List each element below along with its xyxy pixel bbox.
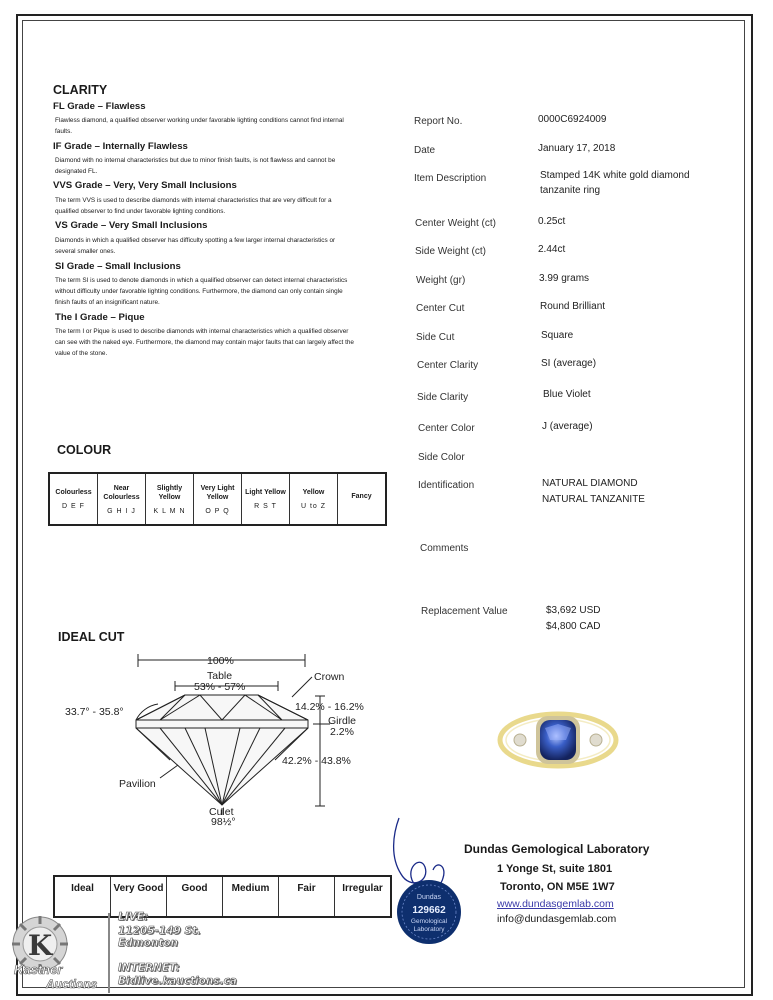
grade-fl-text: Flawless diamond, a qualified observer working under favorable lighting conditions cannot find internal faults. bbox=[55, 117, 344, 135]
watermark-internet-url[interactable]: Bidlive.kauctions.ca bbox=[118, 975, 237, 987]
grade-vvs-heading: VVS Grade – Very, Very Small Inclusions bbox=[53, 180, 237, 191]
seal-laboratory: Laboratory bbox=[413, 926, 445, 933]
colour-grades: G H I J bbox=[107, 507, 136, 515]
label-crown-height: 14.2% - 16.2% bbox=[295, 701, 364, 713]
label-side-weight: Side Weight (ct) bbox=[415, 246, 486, 257]
colour-grades: D E F bbox=[62, 503, 85, 510]
watermark-live-address: 11205-149 St. bbox=[118, 925, 202, 937]
value-center-weight: 0.25ct bbox=[538, 216, 566, 227]
label-crown: Crown bbox=[314, 671, 345, 683]
logo-kastner: Kastner bbox=[14, 962, 63, 977]
ring-photo bbox=[490, 700, 620, 780]
label-replacement-value: Replacement Value bbox=[421, 606, 508, 617]
watermark-internet-label: INTERNET: bbox=[118, 962, 180, 974]
colour-name: Yellow bbox=[302, 489, 325, 496]
colour-cell bbox=[146, 473, 194, 525]
value-center-color: J (average) bbox=[542, 421, 593, 432]
label-crown-angle: 33.7° - 35.8° bbox=[65, 706, 124, 718]
grade-if-heading: IF Grade – Internally Flawless bbox=[53, 141, 188, 152]
value-center-cut: Round Brilliant bbox=[540, 301, 606, 312]
lab-website-link[interactable]: www.dundasgemlab.com bbox=[497, 898, 614, 910]
colour-scale-table bbox=[48, 472, 387, 526]
colour-grades: U to Z bbox=[300, 503, 327, 510]
colour-name: Near Colourless bbox=[103, 484, 140, 501]
colour-cell bbox=[242, 473, 290, 525]
label-center-color: Center Color bbox=[418, 423, 475, 434]
colour-grades: K L M N bbox=[153, 507, 186, 515]
cut-grade-cell: Medium bbox=[223, 876, 279, 917]
value-center-clarity: SI (average) bbox=[541, 358, 597, 369]
value-replacement-usd: $3,692 USD bbox=[546, 605, 601, 616]
colour-cell bbox=[49, 473, 98, 525]
value-report-no: 0000C6924009 bbox=[538, 114, 607, 125]
colour-name: Colourless bbox=[55, 489, 92, 496]
label-center-weight: Center Weight (ct) bbox=[415, 218, 496, 229]
cut-grade-cell: Good bbox=[167, 876, 223, 917]
colour-name: Slightly Yellow bbox=[156, 484, 183, 501]
diamond-diagram bbox=[40, 648, 380, 833]
watermark-live-label: LIVE: bbox=[118, 911, 149, 923]
grade-vvs-text: The term VVS is used to describe diamonds with internal characteristics that are very difficult for a qualified observer to find under favorable lighting conditions. bbox=[55, 197, 332, 215]
value-weight: 3.99 grams bbox=[539, 273, 590, 284]
seal-name: Dundas bbox=[416, 894, 442, 901]
value-replacement-cad: $4,800 CAD bbox=[546, 621, 601, 632]
lab-name: Dundas Gemological Laboratory bbox=[464, 842, 650, 856]
grade-fl-heading: FL Grade – Flawless bbox=[53, 101, 146, 112]
lab-email: info@dundasgemlab.com bbox=[497, 913, 617, 925]
value-date: January 17, 2018 bbox=[538, 143, 616, 154]
label-total: 100% bbox=[207, 655, 234, 667]
ideal-cut-title: IDEAL CUT bbox=[58, 630, 125, 644]
lab-address-2: Toronto, ON M5E 1W7 bbox=[500, 881, 615, 893]
logo-letter-k: K bbox=[27, 929, 53, 962]
label-center-clarity: Center Clarity bbox=[417, 360, 479, 371]
watermark-divider bbox=[108, 913, 110, 993]
label-table-range: 53% - 57% bbox=[194, 681, 246, 693]
colour-name: Fancy bbox=[351, 492, 372, 500]
cut-grade-cell: Ideal bbox=[54, 876, 111, 917]
grade-vs-heading: VS Grade – Very Small Inclusions bbox=[55, 220, 208, 231]
value-identification: NATURAL DIAMOND bbox=[542, 478, 638, 489]
seal-number: 129662 bbox=[412, 905, 446, 916]
lab-seal bbox=[385, 812, 475, 947]
colour-cell bbox=[338, 473, 387, 525]
grade-si-heading: SI Grade – Small Inclusions bbox=[55, 261, 181, 272]
clarity-title: CLARITY bbox=[53, 83, 108, 97]
label-girdle-value: 2.2% bbox=[330, 726, 354, 738]
colour-name: Very Light Yellow bbox=[200, 484, 235, 501]
value-side-clarity: Blue Violet bbox=[543, 389, 591, 400]
colour-grades: R S T bbox=[254, 503, 277, 510]
value-side-weight: 2.44ct bbox=[538, 244, 566, 255]
label-weight: Weight (gr) bbox=[416, 275, 466, 286]
label-date: Date bbox=[414, 145, 436, 156]
cut-grade-cell: Very Good bbox=[111, 876, 167, 917]
grade-i-text: The term I or Pique is used to describe diamonds with internal characteristics which a qualified observer can see with the naked eye. Furthermore, the diamond may contain major faults that can largely affect the value of the stone. bbox=[55, 328, 354, 357]
label-side-cut: Side Cut bbox=[416, 332, 455, 343]
colour-grades: O P Q bbox=[205, 507, 230, 515]
lab-address-1: 1 Yonge St, suite 1801 bbox=[497, 863, 613, 875]
colour-name: Light Yellow bbox=[245, 489, 286, 496]
value-identification-2: NATURAL TANZANITE bbox=[542, 494, 645, 505]
label-side-clarity: Side Clarity bbox=[417, 392, 469, 403]
label-girdle: Girdle bbox=[328, 715, 357, 727]
value-side-cut: Square bbox=[541, 330, 574, 341]
label-pavilion: Pavilion bbox=[119, 778, 156, 790]
label-comments: Comments bbox=[420, 543, 469, 554]
label-side-color: Side Color bbox=[418, 452, 465, 463]
label-report-no: Report No. bbox=[414, 116, 463, 127]
label-pavilion-depth: 42.2% - 43.8% bbox=[282, 755, 351, 767]
grade-si-text: The term SI is used to denote diamonds in which a qualified observer can detect internal characteristics without difficulty under favorable lighting conditions. Furthermore, the diamond can only contain single finish faults of an insignificant nature. bbox=[55, 277, 348, 306]
logo-auctions: Auctions bbox=[46, 977, 98, 991]
watermark-live-city: Edmonton bbox=[118, 937, 179, 949]
label-culet-value: 98½° bbox=[211, 816, 236, 828]
label-identification: Identification bbox=[418, 480, 475, 491]
grade-if-text: Diamond with no internal characteristics but due to minor finish faults, is not flawless and cannot be designated FL. bbox=[55, 157, 336, 175]
grade-i-heading: The I Grade – Pique bbox=[55, 312, 145, 323]
label-center-cut: Center Cut bbox=[416, 303, 465, 314]
colour-cell bbox=[98, 473, 146, 525]
grade-vs-text: Diamonds in which a qualified observer has difficulty spotting a few larger internal characteristics or several smaller ones. bbox=[55, 237, 336, 255]
colour-cell bbox=[194, 473, 242, 525]
colour-cell bbox=[290, 473, 338, 525]
cut-grade-cell: Fair bbox=[279, 876, 335, 917]
cut-grade-table bbox=[53, 875, 392, 918]
label-table: Table bbox=[207, 670, 233, 682]
kastner-auctions-logo bbox=[4, 914, 114, 996]
value-item-description: Stamped 14K white gold diamond tanzanite ring bbox=[540, 170, 690, 196]
label-culet: Culet bbox=[209, 806, 234, 818]
seal-gemological: Gemological bbox=[410, 918, 448, 925]
cut-grade-cell: Irregular bbox=[335, 876, 392, 917]
colour-title: COLOUR bbox=[57, 443, 112, 457]
label-item-description: Item Description bbox=[414, 173, 487, 184]
